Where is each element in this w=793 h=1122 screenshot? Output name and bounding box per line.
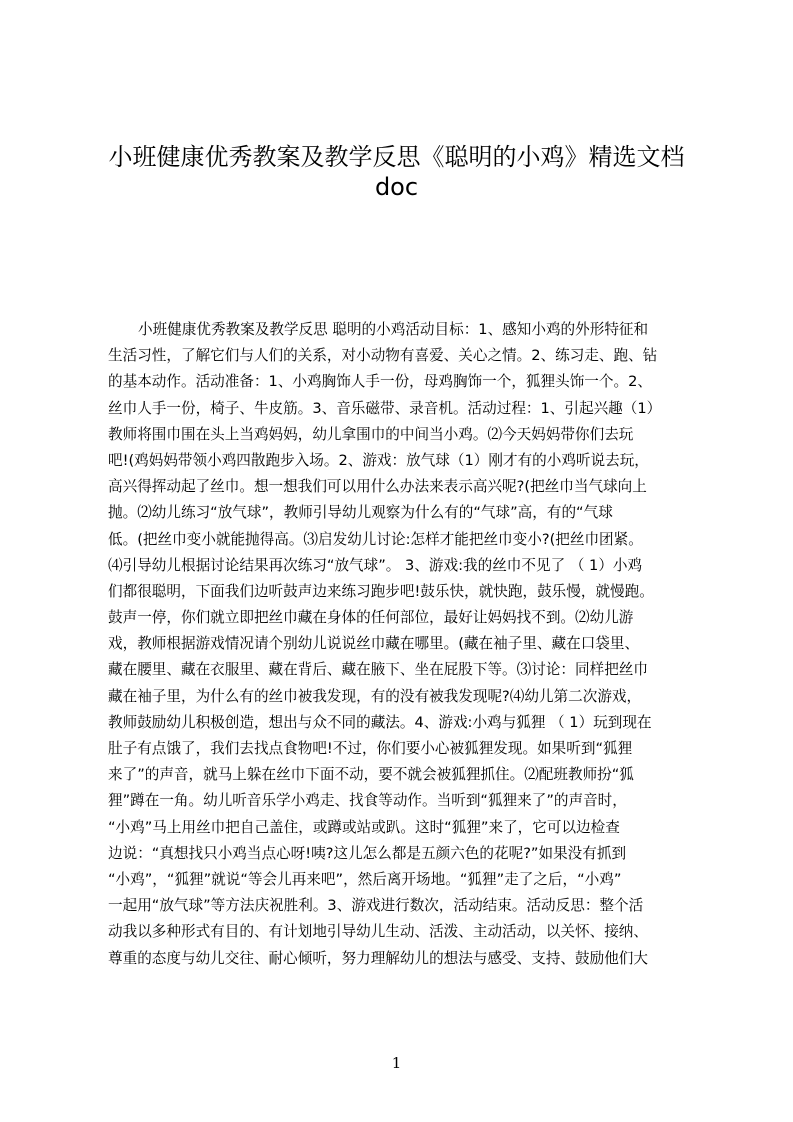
body-text	[108, 317, 698, 972]
body-line: 教师将围巾围在头上当鸡妈妈，幼儿拿围巾的中间当小鸡。⑵今天妈妈带你们去玩	[108, 425, 634, 443]
body-line: 教师鼓励幼儿积极创造，想出与众不同的藏法。4、游戏:小鸡与狐狸 （ 1）玩到现在	[108, 713, 652, 731]
body-line: 丝巾人手一份，椅子、牛皮筋。3、音乐磁带、录音机。活动过程：1、引起兴趣（1）	[108, 399, 662, 417]
page-number: 1	[391, 1054, 402, 1072]
body-line: 吧!(鸡妈妈带领小鸡四散跑步入场。2、游戏：放气球（1）刚才有的小鸡听说去玩，	[108, 451, 649, 469]
document-title-line-2: doc	[374, 173, 419, 201]
body-line: 抛。⑵幼儿练习“放气球”，教师引导幼儿观察为什么有的“气球”高，有的“气球	[108, 504, 613, 522]
body-line: 低。(把丝巾变小就能抛得高。⑶启发幼儿讨论:怎样才能把丝巾变小?(把丝巾团紧。	[108, 530, 643, 548]
document-title-line-1: 小班健康优秀教案及教学反思《聪明的小鸡》精选文档	[108, 143, 685, 171]
body-line: 藏在腰里、藏在衣服里、藏在背后、藏在腋下、坐在屁股下等。⑶讨论：同样把丝巾	[108, 661, 648, 679]
body-line: “小鸡”马上用丝巾把自己盖住，或蹲或站或趴。这时“狐狸”来了，它可以边检查	[108, 818, 620, 836]
body-line: 高兴得挥动起了丝巾。想一想我们可以用什么办法来表示高兴呢?(把丝巾当气球向上	[108, 478, 647, 496]
body-line: 戏，教师根据游戏情况请个别幼儿说说丝巾藏在哪里。(藏在袖子里、藏在口袋里、	[108, 635, 640, 653]
body-line: 边说：“真想找只小鸡当点心呀!咦?这儿怎么都是五颜六色的花呢?”如果没有抓到	[108, 844, 627, 862]
body-line: 狸”蹲在一角。幼儿听音乐学小鸡走、找食等动作。当听到“狐狸来了”的声音时，	[108, 792, 627, 810]
body-line: 藏在袖子里，为什么有的丝巾被我发现，有的没有被我发现呢?⑷幼儿第二次游戏，	[108, 687, 642, 705]
body-line: 小班健康优秀教案及教学反思 聪明的小鸡活动目标：1、感知小鸡的外形特征和	[138, 321, 649, 338]
body-line: 尊重的态度与幼儿交往、耐心倾听，努力理解幼儿的想法与感受、支持、鼓励他们大	[108, 949, 648, 967]
body-line: 鼓声一停，你们就立即把丝巾藏在身体的任何部位，最好让妈妈找不到。⑵幼儿游	[108, 609, 634, 627]
body-line: 们都很聪明，下面我们边听鼓声边来练习跑步吧!鼓乐快，就快跑，鼓乐慢，就慢跑。	[108, 582, 654, 600]
body-line: 来了”的声音，就马上躲在丝巾下面不动，要不就会被狐狸抓住。⑵配班教师扮“狐	[108, 766, 634, 784]
body-line: 生活习性，了解它们与人们的关系，对小动物有喜爱、关心之情。2、练习走、跑、钻	[108, 347, 658, 365]
body-line: 动我以多种形式有目的、有计划地引导幼儿生动、活泼、主动活动，以关怀、接纳、	[108, 923, 648, 941]
body-line: 一起用“放气球”等方法庆祝胜利。3、游戏进行数次，活动结束。活动反思：整个活	[108, 897, 644, 915]
body-line: 肚子有点饿了，我们去找点食物吧!不过，你们要小心被狐狸发现。如果听到“狐狸	[108, 740, 633, 757]
body-line: ⑷引导幼儿根据讨论结果再次练习“放气球”。 3、游戏:我的丝巾不见了 （ 1）小鸡	[108, 556, 643, 574]
body-line: 的基本动作。活动准备：1、小鸡胸饰人手一份，母鸡胸饰一个，狐狸头饰一个。2、	[108, 373, 652, 391]
body-line: “小鸡”，“狐狸”就说“等会儿再来吧”，然后离开场地。“狐狸”走了之后，“小鸡”	[108, 870, 622, 888]
